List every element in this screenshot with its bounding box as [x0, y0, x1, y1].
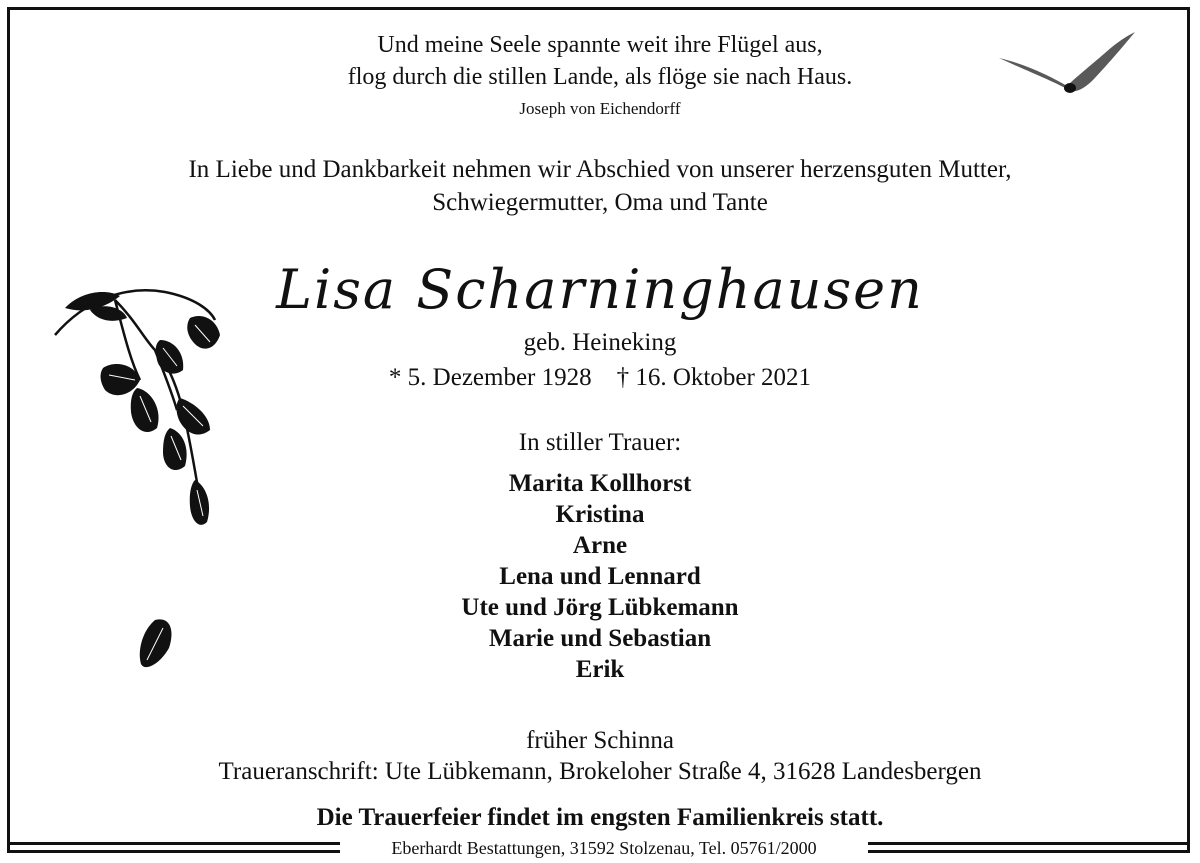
mourner-name: Marita Kollhorst — [508, 470, 692, 497]
poem-line-2: flog durch die stillen Lande, als flöge sie nach Haus. — [347, 64, 853, 90]
ceremony-note: Die Trauerfeier findet im engsten Familienkreis statt. — [316, 804, 884, 831]
mourner-name: Marie und Sebastian — [488, 625, 712, 652]
poem-author: Joseph von Eichendorff — [519, 99, 681, 118]
life-dates: * 5. Dezember 1928 † 16. Oktober 2021 — [388, 364, 812, 391]
mourners-list — [0, 468, 1200, 685]
deceased-name: Lisa Scharninghausen — [276, 258, 924, 321]
mourner-name: Kristina — [555, 501, 645, 528]
mourner-name: Lena und Lennard — [499, 563, 701, 590]
mourner-name: Arne — [572, 532, 628, 559]
intro-line-1: In Liebe und Dankbarkeit nehmen wir Abschied von unserer herzensguten Mutter, — [188, 156, 1012, 183]
former-residence: früher Schinna — [526, 727, 674, 754]
mourning-address: Traueranschrift: Ute Lübkemann, Brokeloher Straße 4, 31628 Landesbergen — [218, 758, 982, 785]
intro-line-2: Schwiegermutter, Oma und Tante — [432, 189, 768, 216]
mourner-name: Erik — [575, 656, 625, 683]
mourner-name: Ute und Jörg Lübkemann — [461, 594, 739, 621]
maiden-name: geb. Heineking — [523, 329, 677, 356]
poem-line-1: Und meine Seele spannte weit ihre Flügel aus, — [377, 32, 823, 58]
undertaker-footer: Eberhardt Bestattungen, 31592 Stolzenau, Tel. 05761/2000 — [340, 838, 868, 859]
mourning-heading: In stiller Trauer: — [518, 429, 682, 456]
